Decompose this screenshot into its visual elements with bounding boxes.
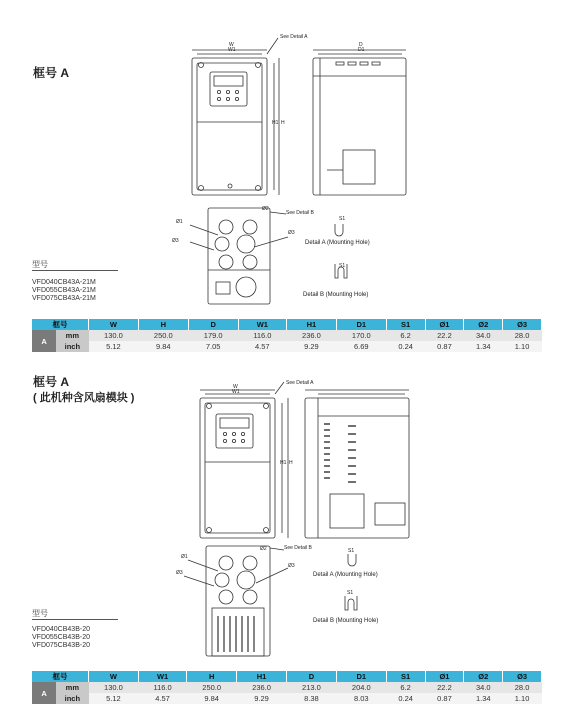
model-item: VFD040CB43B-20 — [32, 626, 90, 633]
table-header: H1 — [237, 671, 287, 682]
table-cell: 116.0 — [138, 682, 186, 693]
table-cell: 1.10 — [503, 341, 542, 352]
s1-label-b: S1 — [347, 590, 354, 596]
table-cell: 7.05 — [188, 341, 238, 352]
table-header: Ø1 — [425, 319, 464, 330]
dim-h1-label: H1 — [280, 460, 287, 466]
phi1-label: Ø1 — [181, 554, 188, 560]
table-header: D1 — [336, 319, 386, 330]
dim-w-label: W — [229, 42, 234, 48]
divider — [32, 270, 118, 271]
table-cell: 130.0 — [89, 682, 139, 693]
phi3-right-label: Ø3 — [288, 230, 295, 236]
table-header-row — [32, 671, 542, 682]
table-cell: 250.0 — [187, 682, 237, 693]
table-cell: 236.0 — [287, 330, 337, 341]
table-cell: 0.87 — [425, 341, 464, 352]
table-cell: 130.0 — [89, 330, 139, 341]
table-cell: 6.2 — [386, 330, 425, 341]
model-item: VFD075CB43A-21M — [32, 295, 96, 302]
model-heading: 型号 — [32, 609, 48, 618]
table-header: Ø3 — [503, 671, 542, 682]
table-row — [32, 341, 542, 352]
table-cell: 9.29 — [287, 341, 337, 352]
unit-cell: inch — [56, 341, 88, 352]
dim-w1-label: W1 — [232, 389, 240, 395]
section2-title: 框号 A — [33, 375, 70, 389]
dim-h-label: H — [289, 460, 293, 466]
table-cell: 34.0 — [464, 330, 503, 341]
table-cell: 116.0 — [238, 330, 286, 341]
table-cell: 8.38 — [287, 693, 337, 704]
table-cell: 9.84 — [138, 341, 188, 352]
table-cell: 5.12 — [89, 341, 139, 352]
table-cell: 4.57 — [238, 341, 286, 352]
table-header: W — [89, 671, 139, 682]
table-cell: 170.0 — [336, 330, 386, 341]
table-cell: 22.2 — [425, 682, 464, 693]
table-cell: 6.2 — [386, 682, 425, 693]
table-cell: 179.0 — [188, 330, 238, 341]
divider — [32, 619, 118, 620]
table-cell: 6.69 — [336, 341, 386, 352]
section1-title: 框号 A — [33, 66, 70, 80]
model-item: VFD055CB43A-21M — [32, 287, 96, 294]
table-row — [32, 682, 542, 693]
detail-a-label: Detail A (Mounting Hole) — [305, 240, 370, 246]
table-header: H — [138, 319, 188, 330]
table-cell: 250.0 — [138, 330, 188, 341]
table-cell: 28.0 — [503, 682, 542, 693]
dim-d1-label: D1 — [358, 47, 365, 53]
table-row — [32, 330, 542, 341]
table-cell: 1.10 — [503, 693, 542, 704]
table-header: Ø3 — [503, 319, 542, 330]
table-cell: 9.29 — [237, 693, 287, 704]
table-cell: 4.57 — [138, 693, 186, 704]
table-cell: 1.34 — [464, 693, 503, 704]
frame-cell: A — [32, 330, 56, 352]
see-detail-a: See Detail A — [286, 380, 314, 386]
detail-b-label: Detail B (Mounting Hole) — [313, 618, 379, 624]
phi2-label: Ø2 — [260, 546, 267, 552]
table-header: W1 — [238, 319, 286, 330]
dimension-table — [32, 671, 542, 704]
dim-h-label: H — [281, 120, 285, 126]
table-cell: 204.0 — [336, 682, 386, 693]
section1-drawing — [170, 30, 420, 312]
table-cell: 236.0 — [237, 682, 287, 693]
table-cell: 213.0 — [287, 682, 337, 693]
dimension-table — [32, 319, 542, 352]
model-item: VFD055CB43B-20 — [32, 634, 90, 641]
table-header: S1 — [386, 671, 425, 682]
detail-a-label: Detail A (Mounting Hole) — [313, 572, 378, 578]
table-header: W1 — [138, 671, 186, 682]
table-header: W — [89, 319, 139, 330]
table-header: H1 — [287, 319, 337, 330]
table-header: D — [188, 319, 238, 330]
model-heading: 型号 — [32, 260, 48, 269]
table-cell: 22.2 — [425, 330, 464, 341]
table-header: 框号 — [32, 319, 89, 330]
section2-subtitle: ( 此机种含风扇模块 ) — [33, 392, 135, 404]
phi1-label: Ø1 — [176, 219, 183, 225]
table-header: S1 — [386, 319, 425, 330]
phi3-right-label: Ø3 — [288, 563, 295, 569]
unit-cell: mm — [56, 330, 88, 341]
dim-h1-label: H1 — [272, 120, 279, 126]
dim-w-label: W — [233, 384, 238, 390]
table-cell: 0.24 — [386, 341, 425, 352]
table-cell: 8.03 — [336, 693, 386, 704]
table-row — [32, 693, 542, 704]
model-item: VFD075CB43B-20 — [32, 642, 90, 649]
section2-drawing — [170, 378, 420, 658]
s1-label-a: S1 — [339, 216, 346, 222]
table-cell: 1.34 — [464, 341, 503, 352]
table-header: 框号 — [32, 671, 89, 682]
unit-cell: mm — [56, 682, 88, 693]
table-header: Ø1 — [425, 671, 464, 682]
table-header: Ø2 — [464, 671, 503, 682]
table-header: D — [287, 671, 337, 682]
table-header: H — [187, 671, 237, 682]
table-cell: 28.0 — [503, 330, 542, 341]
phi2-label: Ø2 — [262, 206, 269, 212]
dim-d-label: D — [359, 42, 363, 48]
see-detail-b: See Detail B — [286, 210, 314, 216]
table-cell: 5.12 — [89, 693, 139, 704]
see-detail-b: See Detail B — [284, 545, 312, 551]
frame-cell: A — [32, 682, 56, 704]
model-item: VFD040CB43A-21M — [32, 279, 96, 286]
table-header-row — [32, 319, 542, 330]
phi3-label: Ø3 — [176, 570, 183, 576]
table-header: Ø2 — [464, 319, 503, 330]
dim-w1-label: W1 — [228, 47, 236, 53]
see-detail-a: See Detail A — [280, 34, 308, 40]
unit-cell: inch — [56, 693, 88, 704]
s1-label-b: S1 — [339, 263, 346, 269]
detail-b-label: Detail B (Mounting Hole) — [303, 292, 369, 298]
table-header: D1 — [336, 671, 386, 682]
table-cell: 0.24 — [386, 693, 425, 704]
table-cell: 9.84 — [187, 693, 237, 704]
phi3-label: Ø3 — [172, 238, 179, 244]
model-list — [32, 279, 96, 303]
table-cell: 34.0 — [464, 682, 503, 693]
s1-label-a: S1 — [348, 548, 355, 554]
table-cell: 0.87 — [425, 693, 464, 704]
model-list — [32, 626, 90, 650]
